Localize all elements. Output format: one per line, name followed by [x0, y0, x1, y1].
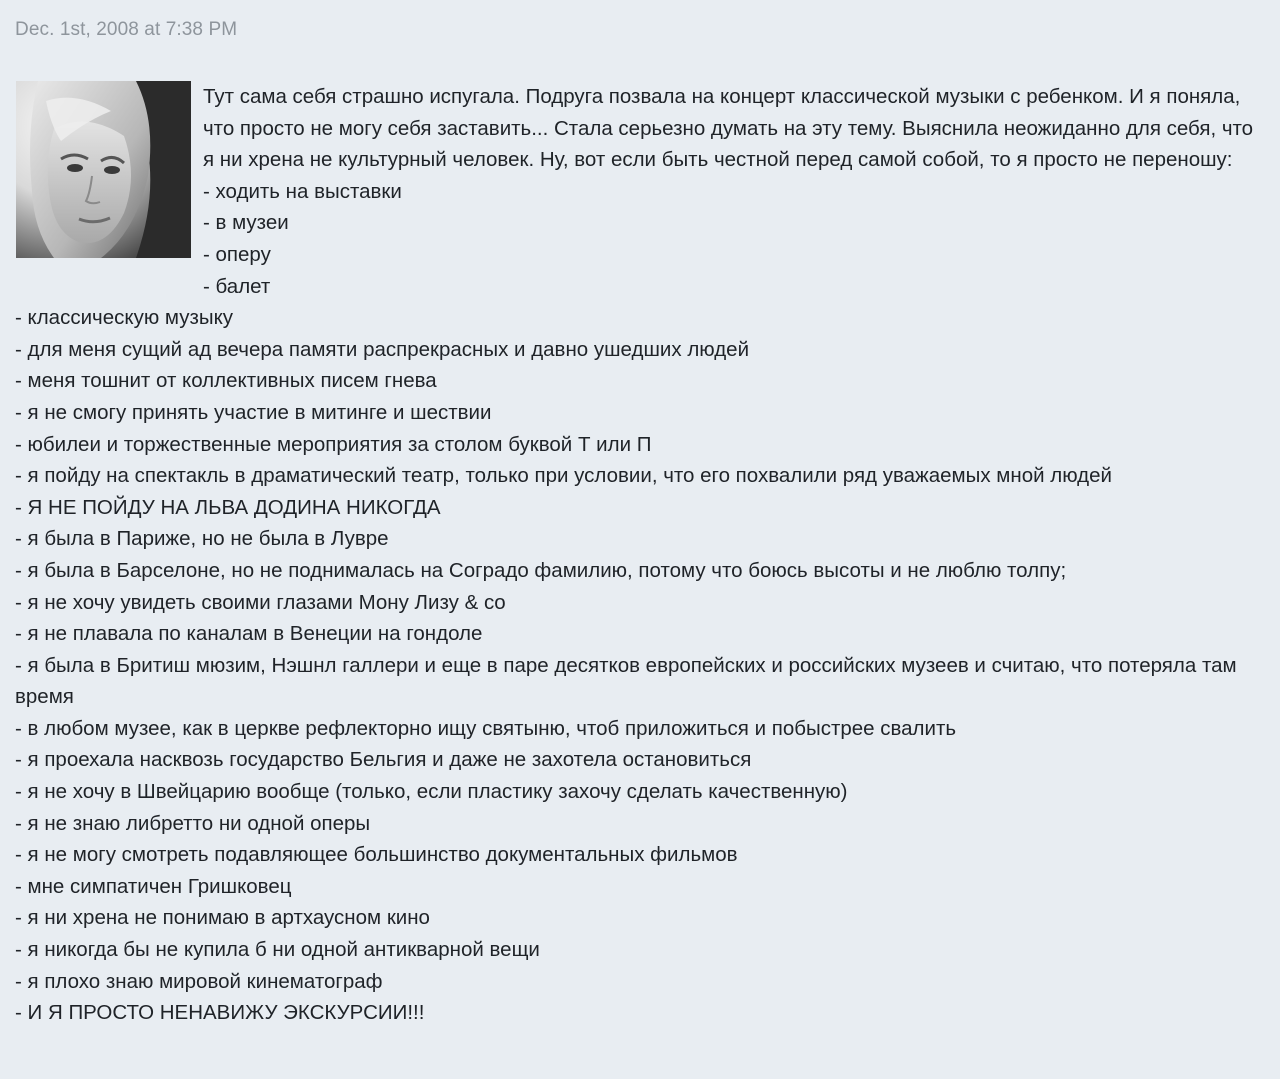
list-item: - меня тошнит от коллективных писем гнева — [15, 369, 437, 393]
avatar-spacer — [15, 81, 203, 271]
list-item: - я была в Барселоне, но не поднималась на Соградо фамилию, потому что боюсь высоты и не люблю толпу; — [15, 558, 1067, 582]
list-item: - я плохо знаю мировой кинематограф — [15, 969, 383, 993]
list-item: - классическую музыку — [15, 306, 234, 330]
list-item: - оперу — [203, 242, 271, 266]
list-item: - я не плавала по каналам в Венеции на гондоле — [15, 622, 483, 646]
list-item: - Я НЕ ПОЙДУ НА ЛЬВА ДОДИНА НИКОГДА — [15, 495, 441, 519]
list-item: - я ни хрена не понимаю в артхаусном кино — [15, 906, 430, 930]
list-item: - я не знаю либретто ни одной оперы — [15, 811, 371, 835]
list-item: - в любом музее, как в церкве рефлекторно ищу святыню, чтоб приложиться и побыстрее свалить — [15, 716, 957, 740]
list-item: - в музеи — [203, 211, 289, 235]
list-item: - я не смогу принять участие в митинге и шествии — [15, 400, 492, 424]
list-item: - ходить на выставки — [203, 179, 402, 203]
list-item: - я проехала насквозь государство Бельгия и даже не захотела остановиться — [15, 748, 752, 772]
post-date: Dec. 1st, 2008 at 7:38 PM — [15, 19, 238, 40]
list-item: - балет — [203, 274, 271, 298]
list-item: - я не могу смотреть подавляющее большинство документальных фильмов — [15, 843, 738, 867]
list-item: - я не хочу в Швейцарию вообще (только, если пластику захочу сделать качественную) — [15, 780, 848, 804]
list-item: - я никогда бы не купила б ни одной антикварной вещи — [15, 938, 540, 962]
list-item: - мне симпатичен Гришковец — [15, 874, 292, 898]
list-item: - я была в Бритиш мюзим, Нэшнл галлери и еще в паре десятков европейских и российских музеев и считаю, что потеряла там время — [15, 653, 1237, 709]
list-item: - я не хочу увидеть своими глазами Мону Лизу & co — [15, 590, 506, 614]
list-item: - для меня сущий ад вечера памяти распрекрасных и давно ушедших людей — [15, 337, 750, 361]
post-body — [15, 81, 1265, 1029]
list-item: - я пойду на спектакль в драматический театр, только при условии, что его похвалили ряд уважаемых мной людей — [15, 464, 1112, 488]
list-item: - юбилеи и торжественные мероприятия за столом буквой Т или П — [15, 432, 652, 456]
list-item: - я была в Париже, но не была в Лувре — [15, 527, 389, 551]
list-item: - И Я ПРОСТО НЕНАВИЖУ ЭКСКУРСИИ!!! — [15, 1001, 425, 1025]
post-intro: Тут сама себя страшно испугала. Подруга позвала на концерт классической музыки с ребенком. И я поняла, что просто не могу себя заставить... Стала серьезно думать на эту тему. Выяснила неожиданно для себя, что я ни хрена не культурный человек. Ну, вот если быть честной перед самой собой, то я просто не переношу: — [203, 85, 1254, 172]
